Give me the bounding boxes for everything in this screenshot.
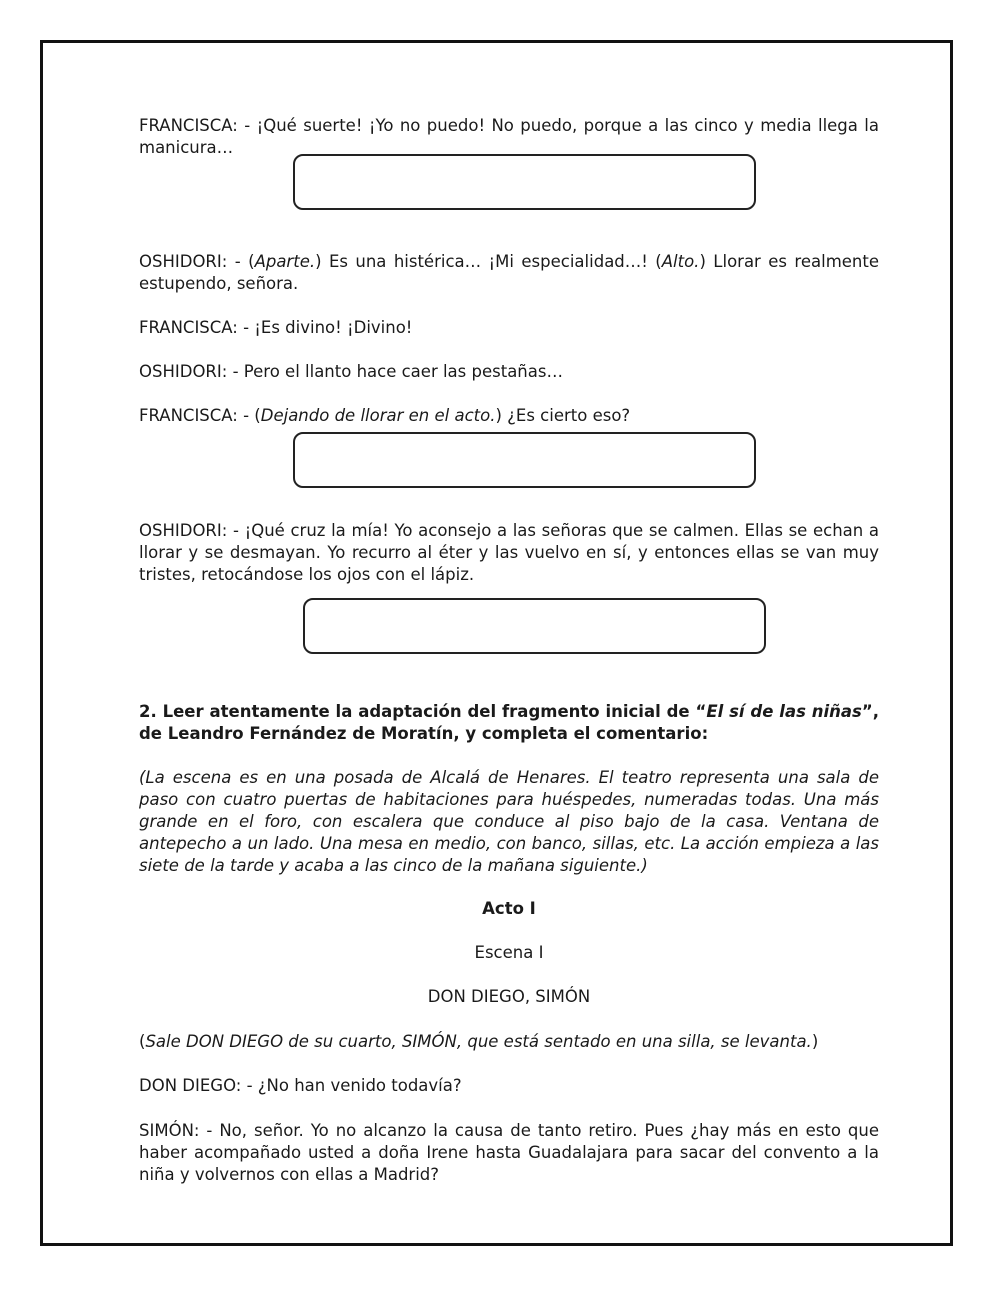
paren: ( bbox=[139, 1032, 146, 1051]
speaker: FRANCISCA: bbox=[139, 116, 238, 135]
speaker: OSHIDORI: bbox=[139, 362, 228, 381]
dialogue-oshidori-3 bbox=[139, 520, 879, 586]
paren: ) bbox=[811, 1032, 819, 1051]
stage-direction-inline: Dejando de llorar en el acto. bbox=[260, 406, 496, 425]
stage-aloud: Alto. bbox=[661, 252, 700, 271]
dialogue-text: - ¡Qué cruz la mía! Yo aconsejo a las señoras que se calmen. Ellas se echan a llorar y se desmayan. Yo recurro al éter y las vuelvo en sí, y entonces ellas se van muy tristes, retocándose los ojos con el lápiz. bbox=[139, 521, 879, 584]
dialogue-text: - ¡Es divino! ¡Divino! bbox=[237, 318, 413, 337]
scene-heading: Escena I bbox=[474, 943, 544, 962]
scene-direction bbox=[139, 1031, 879, 1053]
characters-heading: DON DIEGO, SIMÓN bbox=[427, 987, 591, 1006]
dialogue-text: ) Es una histérica… ¡Mi especialidad…! ( bbox=[315, 252, 662, 271]
answer-input-2[interactable] bbox=[293, 432, 756, 488]
answer-input-3[interactable] bbox=[303, 598, 766, 654]
dialogue-oshidori-2 bbox=[139, 361, 879, 383]
speaker: FRANCISCA: bbox=[139, 406, 238, 425]
dialogue-text: - Pero el llanto hace caer las pestañas… bbox=[227, 362, 563, 381]
speaker: SIMÓN: bbox=[139, 1121, 200, 1140]
question-text: ”, de Leandro Fernández de Moratín, y completa el comentario: bbox=[139, 702, 879, 743]
dialogue-text: - ¡Qué suerte! ¡Yo no puedo! No puedo, porque a las cinco y media llega la manicura… bbox=[139, 116, 879, 157]
stage-direction-block: (La escena es en una posada de Alcalá de Henares. El teatro representa una sala de paso con cuatro puertas de habitaciones para huéspedes, numeradas todas. Una más grande en el foro, con escalera que conduce al piso bajo de la casa. Ventana de antepecho a un lado. Una mesa en medio, con banco, sillas, etc. La acción empieza a las siete de la tarde y acaba a las cinco de la mañana siguiente.) bbox=[139, 768, 879, 875]
dialogue-text: - ( bbox=[237, 406, 261, 425]
work-title: El sí de las niñas bbox=[706, 702, 862, 721]
dialogue-text: ) Llorar es realmente estupendo, señora. bbox=[139, 252, 879, 293]
dialogue-francisca-2 bbox=[139, 317, 879, 339]
question-2-heading bbox=[139, 701, 879, 745]
act-heading: Acto I bbox=[482, 899, 536, 918]
speaker-colon: : bbox=[235, 1076, 242, 1095]
dialogue-simon bbox=[139, 1120, 879, 1186]
dialogue-text: - ¿No han venido todavía? bbox=[241, 1076, 462, 1095]
dialogue-francisca-3 bbox=[139, 405, 879, 427]
answer-input-1[interactable] bbox=[293, 154, 756, 210]
speaker: DON DIEGO bbox=[139, 1076, 236, 1095]
speaker: OSHIDORI: bbox=[139, 521, 228, 540]
dialogue-francisca-1 bbox=[139, 115, 879, 159]
scene-direction-text: Sale DON DIEGO de su cuarto, SIMÓN, que está sentado en una silla, se levanta. bbox=[145, 1032, 812, 1051]
dialogue-text: - No, señor. Yo no alcanzo la causa de tanto retiro. Pues ¿hay más en esto que haber acompañado usted a doña Irene hasta Guadalajara para sacar del convento a la niña y volvernos con ellas a Madrid? bbox=[139, 1121, 879, 1184]
speaker: OSHIDORI: bbox=[139, 252, 228, 271]
dialogue-oshidori-1 bbox=[139, 251, 879, 295]
stage-aside: Aparte. bbox=[254, 252, 316, 271]
dialogue-text: ) ¿Es cierto eso? bbox=[495, 406, 631, 425]
speaker: FRANCISCA: bbox=[139, 318, 238, 337]
question-text: 2. Leer atentamente la adaptación del fragmento inicial de “ bbox=[139, 702, 707, 721]
dialogue-don-diego bbox=[139, 1075, 879, 1097]
dialogue-text: - ( bbox=[227, 252, 255, 271]
